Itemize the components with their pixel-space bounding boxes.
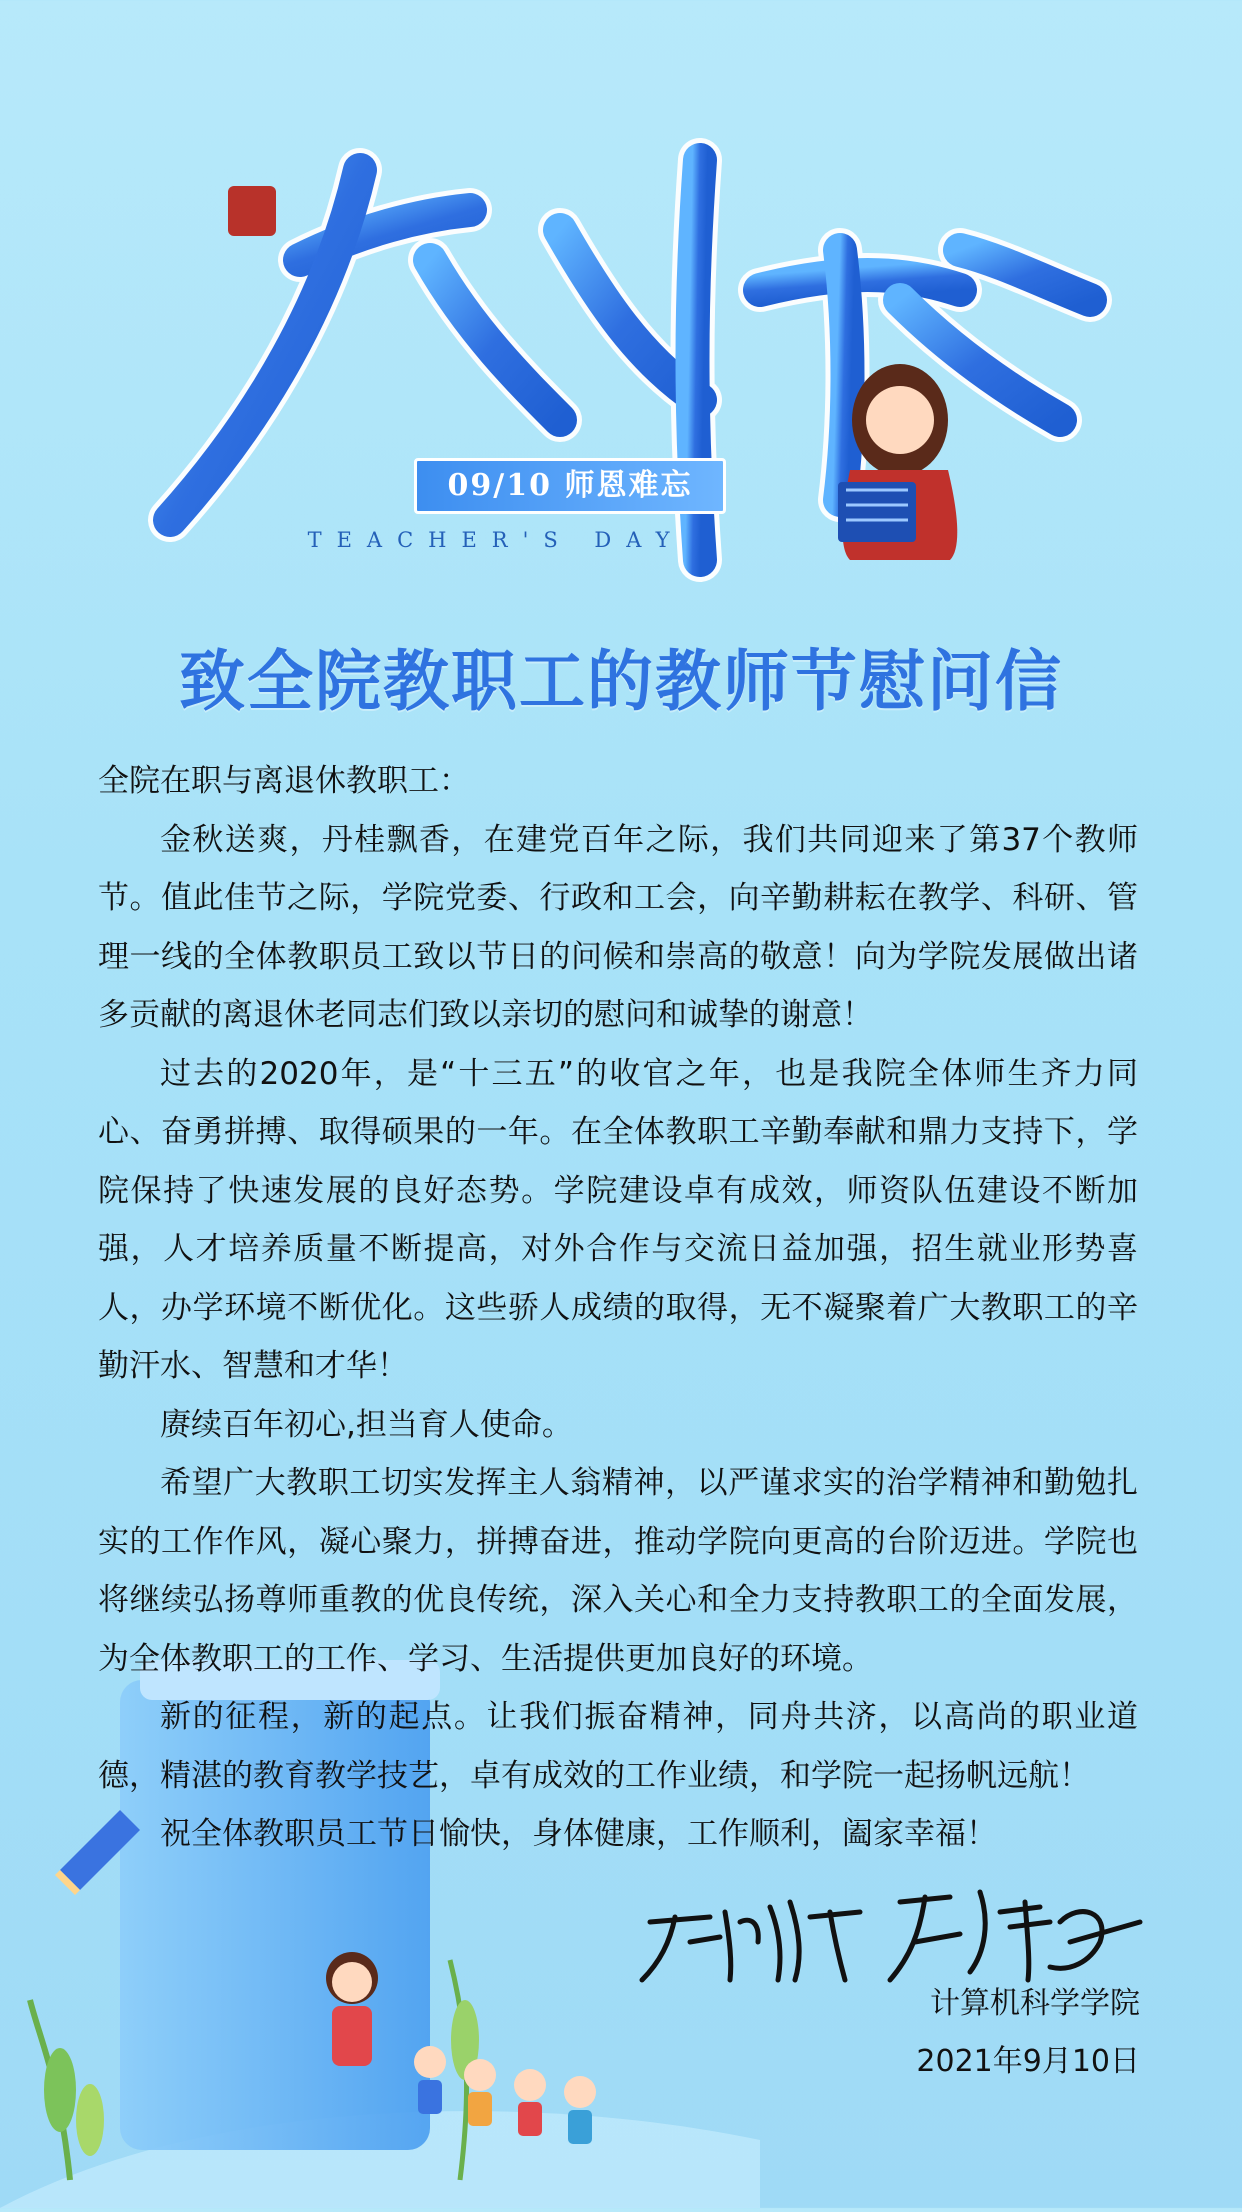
handwritten-signatures: [630, 1862, 1150, 1992]
salutation: 全院在职与离退休教职工：: [98, 763, 470, 799]
organization-name: 计算机科学学院: [930, 1986, 1140, 2021]
paragraph: 希望广大教职工切实发挥主人翁精神，以严谨求实的治学精神和勤勉扎实的工作作风，凝心聚力，拼搏奋进，推动学院向更高的台阶迈进。学院也将继续弘扬尊师重教的优良传统，深入关心和全力支持教职工的全面发展，为全体教职工的工作、学习、生活提供更加良好的环境。: [98, 1465, 1138, 1677]
letter-title: 致全院教职工的教师节慰问信: [179, 643, 1063, 720]
paragraph: 过去的2020年，是“十三五”的收官之年，也是我院全体师生齐力同心、奋勇拼搏、取得硕果的一年。在全体教职工辛勤奉献和鼎力支持下，学院保持了快速发展的良好态势。学院建设卓有成效，师资队伍建设不断加强，人才培养质量不断提高，对外合作与交流日益加强，招生就业形势喜人，办学环境不断优化。这些骄人成绩的取得，无不凝聚着广大教职工的辛勤汗水、智慧和才华！: [98, 1055, 1138, 1384]
header-banner: [0, 0, 1242, 620]
seal-stamp: [228, 186, 276, 236]
letter-body: [98, 752, 1138, 1864]
english-subtitle: TEACHER'S DAY: [307, 528, 685, 552]
paragraph: 金秋送爽，丹桂飘香，在建党百年之际，我们共同迎来了第37个教师节。值此佳节之际，学院党委、行政和工会，向辛勤耕耘在教学、科研、管理一线的全体教职员工致以节日的问候和崇高的敬意！向为学院发展做出诸多贡献的离退休老同志们致以亲切的慰问和诚挚的谢意！: [98, 821, 1138, 1033]
signature-icon: [630, 1862, 1150, 1992]
paragraph: 新的征程，新的起点。让我们振奋精神，同舟共济，以高尚的职业道德，精湛的教育教学技艺，卓有成效的工作业绩，和学院一起扬帆远航！: [98, 1699, 1138, 1794]
letter-date: 2021年9月10日: [916, 2044, 1140, 2079]
calligraphy-banner-icon: [0, 0, 1242, 620]
paragraph: 赓续百年初心,担当育人使命。: [160, 1406, 573, 1443]
tagline-badge: 09/10 师恩难忘: [414, 458, 726, 514]
paragraph: 祝全体教职员工节日愉快，身体健康，工作顺利，阖家幸福！: [160, 1816, 997, 1852]
